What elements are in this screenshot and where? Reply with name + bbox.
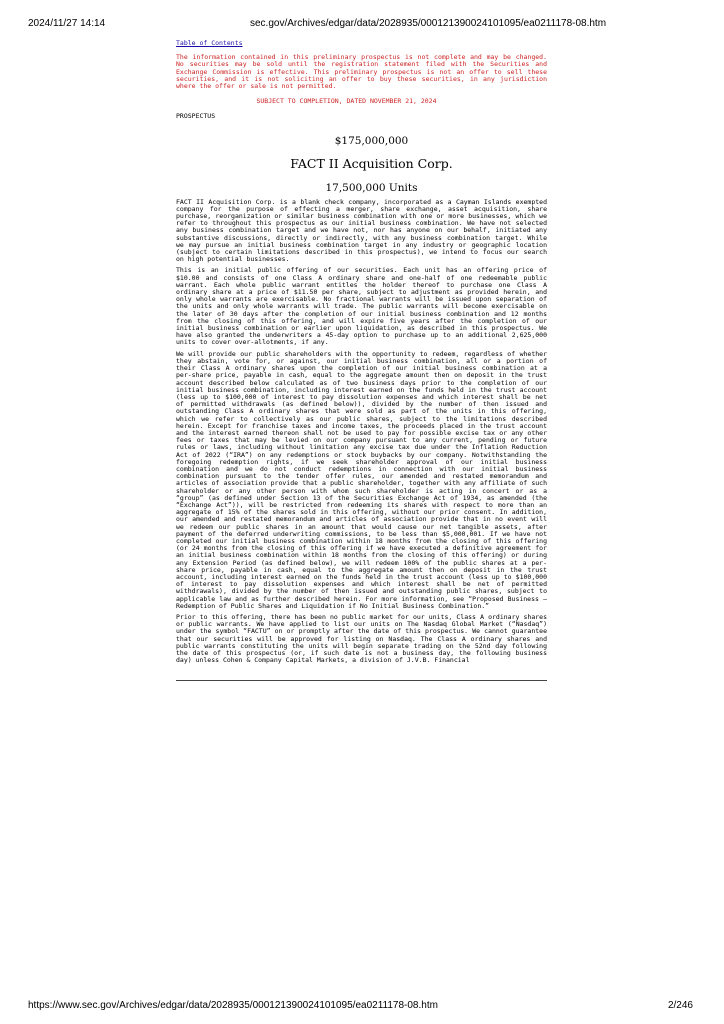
page-divider <box>176 680 547 681</box>
units-offered: 17,500,000 Units <box>325 181 418 194</box>
company-name: FACT II Acquisition Corp. <box>290 155 453 171</box>
document-page <box>176 40 547 681</box>
paragraph-offering-terms: This is an initial public offering of our securities. Each unit has an offering price of $10.00 and consists of one Class A ordinary share and one-half of one redeemable public warrant. Each whole public warrant entitles the holder thereof to purchase one Class A ordinary share at a price of $11.50 per share, subject to adjustment as provided herein, and only whole warrants are exercisable. No fractional warrants will be issued upon separation of the units and only whole warrants will trade. The public warrants will become exercisable on the later of 30 days after the completion of our initial business combination and 12 months from the closing of this offering, and will expire five years after the completion of our initial business combination or earlier upon liquidation, as described in this prospectus. We have also granted the underwriters a 45-day option to purchase up to an additional 2,625,000 units to cover over-allotments, if any. <box>176 266 547 347</box>
page-indicator: 2/246 <box>667 1000 693 1011</box>
preliminary-notice: The information contained in this preliminary prospectus is not complete and may be changed. No securities may be sold until the registration statement filed with the Securities and Exchange Commission is effective. This preliminary prospectus is not an offer to sell these securities, and it is not soliciting an offer to buy these securities, in any jurisdiction where the offer or sale is not permitted. <box>176 53 547 91</box>
print-footer-url: https://www.sec.gov/Archives/edgar/data/2028935/000121390024101095/ea0211178-08.htm <box>28 1000 438 1011</box>
print-header-url: sec.gov/Archives/edgar/data/2028935/000121390024101095/ea0211178-08.htm <box>250 18 607 29</box>
paragraph-redemption-rights: We will provide our public shareholders with the opportunity to redeem, regardless of whether they abstain, vote for, or against, our initial business combination, all or a portion of their Class A ordinary shares upon the completion of our initial business combination at a per-share price, payable in cash, equal to the aggregate amount then on deposit in the trust account described below calculated as of two business days prior to the completion of our initial business combination, including interest earned on the funds held in the trust account (less up to $100,000 of interest to pay dissolution expenses and which interest shall be net of permitted withdrawals (as defined below)), divided by the number of then issued and outstanding Class A ordinary shares that were sold as part of the units in this offering, which we refer to collectively as our public shares, subject to the limitations described herein. Except for franchise taxes and income taxes, the proceeds placed in the trust account and the interest earned thereon shall not be used to pay for possible excise tax or any other fees or taxes that may be levied on our company pursuant to any current, pending or future rules or laws, including without limitation any excise tax due under the Inflation Reduction Act of 2022 (“IRA”) on any redemptions or stock buybacks by our company. Notwithstanding the foregoing redemption rights, if we seek shareholder approval of our initial business combination and we do not conduct redemptions in connection with our initial business combination pursuant to the tender offer rules, our amended and restated memorandum and articles of association provide that a public shareholder, together with any affiliate of such shareholder or any other person with whom such shareholder is acting in concert or as a “group” (as defined under Section 13 of the Securities Exchange Act of 1934, as amended (the “Exchange Act”)), will be restricted from redeeming its shares with respect to more than an aggregate of 15% of the shares sold in this offering, without our prior consent. In addition, our amended and restated memorandum and articles of association provide that in no event will we redeem our public shares in an amount that would cause our net tangible assets, after payment of the deferred underwriting commissions, to be less than $5,000,001. If we have not completed our initial business combination within 18 months from the closing of this offering (or 24 months from the closing of this offering if we have executed a definitive agreement for an initial business combination within 18 months from the closing of this offering) or during any Extension Period (as defined below), we will redeem 100% of the public shares at a per-share price, payable in cash, equal to the aggregate amount then on deposit in the trust account, including interest earned on the funds held in the trust account (less up to $100,000 of interest to pay dissolution expenses and which interest shall be net of permitted withdrawals), divided by the number of then issued and outstanding public shares, subject to applicable law and as further described herein. For more information, see “Proposed Business — Redemption of Public Shares and Liquidation if No Initial Business Combination.” <box>176 349 547 610</box>
print-footer <box>0 990 724 1024</box>
prospectus-label: PROSPECTUS <box>176 112 216 121</box>
paragraph-company-description: FACT II Acquisition Corp. is a blank check company, incorporated as a Cayman Islands exempted company for the purpose of effecting a merger, share exchange, asset acquisition, share purchase, reorganization or similar business combination with one or more businesses, which we refer to throughout this prospectus as our initial business combination. We have not selected any business combination target and we have not, nor has anyone on our behalf, initiated any substantive discussions, directly or indirectly, with any business combination target. While we may pursue an initial business combination target in any industry or geographic location (subject to certain limitations described in this prospectus), we intend to focus our search on high potential businesses. <box>176 197 547 264</box>
offering-amount: $175,000,000 <box>334 134 409 147</box>
paragraph-market-listing: Prior to this offering, there has been no public market for our units, Class A ordinary shares or public warrants. We have applied to list our units on The Nasdaq Global Market (“Nasdaq”) under the symbol “FACTU” on or promptly after the date of this prospectus. We cannot guarantee that our securities will be approved for listing on Nasdaq. The Class A ordinary shares and public warrants constituting the units will begin separate trading on the 52nd day following the date of this prospectus (or, if such date is not a business day, the following business day) unless Cohen & Company Capital Markets, a division of J.V.B. Financial <box>176 613 547 665</box>
print-header <box>0 0 724 36</box>
print-timestamp: 2024/11/27 14:14 <box>28 18 106 29</box>
table-of-contents-link[interactable]: Table of Contents <box>176 39 243 47</box>
subject-to-completion: SUBJECT TO COMPLETION, DATED NOVEMBER 21, 2024 <box>256 97 437 106</box>
